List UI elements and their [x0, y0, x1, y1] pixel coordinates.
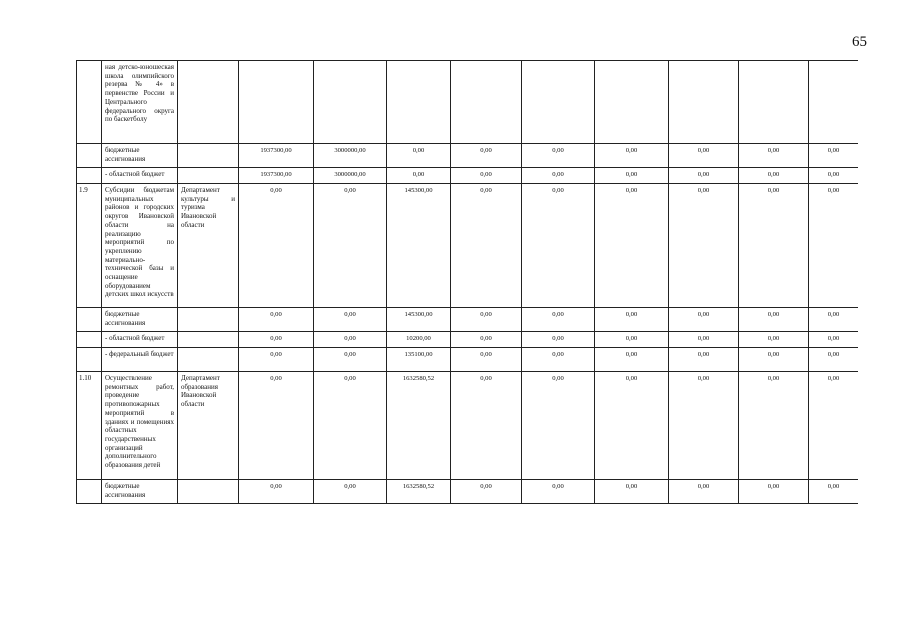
table-row: [77, 308, 859, 332]
value-cell: [809, 61, 859, 144]
table-row: [77, 480, 859, 504]
value-cell: [522, 61, 595, 144]
value-cell: 145300,00: [387, 184, 451, 308]
value-cell: 0,00: [451, 372, 522, 480]
row-executor-cell: [178, 61, 239, 144]
value-cell: 0,00: [739, 144, 809, 168]
page-number: 65: [852, 34, 867, 50]
value-cell: 1937300,00: [239, 168, 314, 184]
value-cell: 0,00: [451, 168, 522, 184]
program-table-wrapper: [76, 60, 858, 640]
value-cell: [239, 61, 314, 144]
row-index-cell: 1.10: [77, 372, 102, 480]
value-cell: 0,00: [669, 308, 739, 332]
row-description-cell: бюджетные ассигнования: [102, 308, 178, 332]
table-row: [77, 144, 859, 168]
value-cell: 0,00: [669, 372, 739, 480]
row-description-cell: ная детско-юношеская школа олимпийского резерва № 4» в первенстве России и Центрального федерального округа по баскетболу: [102, 61, 178, 144]
value-cell: 0,00: [669, 168, 739, 184]
value-cell: 0,00: [387, 168, 451, 184]
value-cell: 0,00: [595, 372, 669, 480]
table-row: [77, 348, 859, 372]
row-description-cell: Осуществление ремонтных работ, проведение противопожарных мероприятий в зданиях и помещениях областных государственных организаций дополнительного образования детей: [102, 372, 178, 480]
row-executor-cell: [178, 480, 239, 504]
value-cell: [387, 61, 451, 144]
row-index-cell: [77, 61, 102, 144]
value-cell: 0,00: [809, 308, 859, 332]
value-cell: 0,00: [739, 480, 809, 504]
row-index-cell: [77, 332, 102, 348]
value-cell: [739, 61, 809, 144]
value-cell: 0,00: [739, 332, 809, 348]
value-cell: 1937300,00: [239, 144, 314, 168]
value-cell: [669, 61, 739, 144]
value-cell: 0,00: [314, 372, 387, 480]
value-cell: 3000000,00: [314, 168, 387, 184]
value-cell: 0,00: [451, 184, 522, 308]
value-cell: 0,00: [451, 144, 522, 168]
value-cell: 0,00: [239, 480, 314, 504]
row-description-cell: - областной бюджет: [102, 332, 178, 348]
value-cell: 0,00: [451, 308, 522, 332]
value-cell: 0,00: [522, 308, 595, 332]
value-cell: 0,00: [314, 480, 387, 504]
value-cell: 1632580,52: [387, 480, 451, 504]
value-cell: 1632580,52: [387, 372, 451, 480]
value-cell: 0,00: [314, 332, 387, 348]
value-cell: 0,00: [522, 332, 595, 348]
value-cell: 0,00: [451, 480, 522, 504]
table-row: [77, 332, 859, 348]
value-cell: 0,00: [387, 144, 451, 168]
value-cell: 0,00: [522, 144, 595, 168]
value-cell: 0,00: [669, 348, 739, 372]
row-executor-cell: [178, 144, 239, 168]
value-cell: 0,00: [809, 372, 859, 480]
value-cell: 0,00: [669, 184, 739, 308]
value-cell: 0,00: [595, 348, 669, 372]
program-funding-table: [76, 60, 858, 504]
value-cell: 0,00: [595, 168, 669, 184]
value-cell: 0,00: [739, 372, 809, 480]
row-index-cell: [77, 144, 102, 168]
value-cell: 0,00: [239, 332, 314, 348]
value-cell: [314, 61, 387, 144]
row-executor-cell: [178, 332, 239, 348]
value-cell: 0,00: [809, 348, 859, 372]
value-cell: 0,00: [239, 348, 314, 372]
value-cell: 0,00: [595, 332, 669, 348]
row-executor-cell: [178, 168, 239, 184]
row-description-cell: Субсидии бюджетам муниципальных районов и городских округов Ивановской области на реализацию мероприятий по укреплению материально-технической базы и оснащение оборудованием детских школ искусств: [102, 184, 178, 308]
row-index-cell: [77, 348, 102, 372]
row-index-cell: [77, 308, 102, 332]
value-cell: 0,00: [669, 144, 739, 168]
value-cell: [595, 61, 669, 144]
value-cell: 0,00: [669, 480, 739, 504]
value-cell: 0,00: [809, 184, 859, 308]
row-executor-cell: [178, 348, 239, 372]
value-cell: 0,00: [739, 184, 809, 308]
value-cell: 0,00: [595, 480, 669, 504]
value-cell: 135100,00: [387, 348, 451, 372]
row-index-cell: [77, 168, 102, 184]
value-cell: 0,00: [809, 480, 859, 504]
row-description-cell: бюджетные ассигнования: [102, 144, 178, 168]
row-executor-cell: [178, 308, 239, 332]
value-cell: 0,00: [522, 184, 595, 308]
value-cell: 0,00: [595, 144, 669, 168]
row-executor-cell: Департамент культуры и туризма Ивановской области: [178, 184, 239, 308]
row-description-cell: - федеральный бюджет: [102, 348, 178, 372]
row-executor-cell: Департамент образования Ивановской области: [178, 372, 239, 480]
table-row: [77, 184, 859, 308]
value-cell: 0,00: [522, 480, 595, 504]
value-cell: 0,00: [595, 184, 669, 308]
value-cell: 0,00: [739, 348, 809, 372]
value-cell: 0,00: [314, 184, 387, 308]
table-row: [77, 61, 859, 144]
value-cell: 0,00: [522, 348, 595, 372]
value-cell: 0,00: [239, 184, 314, 308]
table-row: [77, 168, 859, 184]
value-cell: 145300,00: [387, 308, 451, 332]
value-cell: 0,00: [239, 372, 314, 480]
value-cell: 0,00: [669, 332, 739, 348]
value-cell: 0,00: [451, 348, 522, 372]
value-cell: 0,00: [595, 308, 669, 332]
value-cell: 0,00: [314, 308, 387, 332]
value-cell: 0,00: [809, 332, 859, 348]
value-cell: [451, 61, 522, 144]
value-cell: 0,00: [522, 168, 595, 184]
row-description-cell: бюджетные ассигнования: [102, 480, 178, 504]
value-cell: 0,00: [739, 308, 809, 332]
value-cell: 0,00: [522, 372, 595, 480]
value-cell: 0,00: [314, 348, 387, 372]
row-index-cell: 1.9: [77, 184, 102, 308]
value-cell: 0,00: [451, 332, 522, 348]
value-cell: 3000000,00: [314, 144, 387, 168]
row-description-cell: - областной бюджет: [102, 168, 178, 184]
value-cell: 0,00: [809, 144, 859, 168]
row-index-cell: [77, 480, 102, 504]
table-row: [77, 372, 859, 480]
value-cell: 0,00: [809, 168, 859, 184]
value-cell: 0,00: [739, 168, 809, 184]
value-cell: 0,00: [239, 308, 314, 332]
value-cell: 10200,00: [387, 332, 451, 348]
